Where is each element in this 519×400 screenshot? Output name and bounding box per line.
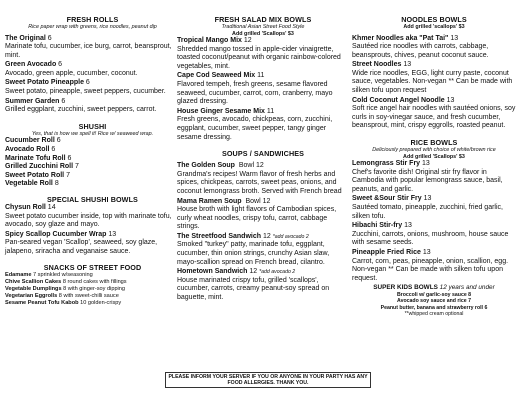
item-desc: Smoked "turkey" patty, marinade tofu, eggplant, cucumber, thin onion strings, crunchy Asian slaw, mayo-scallion spread on French bread, cilantro. [177, 241, 330, 266]
salad-bowls-note: Add grilled 'Scallops' $3 [232, 30, 294, 37]
shushi-item [5, 180, 180, 189]
snack-item [5, 279, 180, 286]
item-name: Peanut butter, banana and strawberry roll [380, 304, 483, 311]
item-desc: Grilled eggplant, zucchini, sweet peppers, carrot. [5, 106, 157, 114]
item-desc: Chef's favorite dish! Original stir fry flavor in Cambodia with popular lemongrass sauce, basil, peanuts, and garlic. [352, 168, 503, 193]
item-name: Marinate Tofu Roll [5, 154, 66, 162]
item-desc: Zucchini, carrots, onions, mushroom, house sauce with sesame seeds. [352, 230, 509, 247]
item-price: 13 [450, 34, 459, 42]
item-price: 13 [423, 195, 432, 203]
item-price: 13 [108, 230, 117, 238]
item-name: Grilled Zucchini Roll [5, 163, 74, 171]
fresh-rolls-subtitle: Rice paper wrap with greens, rice noodles, peanut dip [28, 24, 157, 30]
item-name: Broccoli w/ garlic-soy sauce [396, 291, 467, 298]
soup-item [177, 198, 349, 207]
item-name: Cape Cod Seaweed Mix [177, 72, 256, 80]
item-desc: Wide rice noodles, EGG, light curry paste, coconut sauce, vegetables. Non-vegan ** Can be made with silken tofu upon request [352, 69, 513, 95]
item-desc: House marinated crispy tofu, grilled 'scallops', cucumber, carrots, creamy peanut-soy spread on baguette, mint. [177, 276, 330, 302]
fresh-rolls-item [5, 79, 180, 96]
fresh-rolls-title: FRESH ROLLS [66, 15, 119, 24]
special-shushi-title: SPECIAL SHUSHI BOWLS [47, 194, 138, 204]
item-desc: Sautéed rice noodles with carrots, cabbage, beansprouts, chives, peanut coconut sauce. [352, 43, 489, 59]
shushi-subtitle: Yes, that is how we spell it! Rice w/ seaweed wrap. [31, 130, 154, 137]
item-price: 14 [47, 203, 56, 211]
item-price: 6 [61, 97, 66, 105]
shushi-item [5, 163, 180, 172]
item-name: Vegetable Dumplings [5, 286, 62, 293]
salad-item [177, 37, 349, 46]
item-price: 7 [66, 171, 70, 179]
item-price: 12 [243, 37, 252, 44]
rice-item [352, 222, 516, 231]
kids-bowls-title: SUPER KIDS BOWLS [373, 284, 438, 292]
item-name: Mama Ramen Soup [177, 197, 242, 205]
item-price: Bowl 12 [238, 162, 264, 170]
item-desc: 8 with ginger-soy dipping [63, 286, 126, 293]
item-price: 7 [75, 163, 79, 171]
item-name: Chysun Roll [5, 203, 46, 211]
item-price: 6 [47, 34, 52, 42]
salad-bowls-subtitle: Traditional Asian Street Food Style [221, 24, 305, 30]
shushi-title: SHUSHI [78, 121, 107, 131]
item-name: Green Avocado [5, 61, 57, 69]
item-desc: Fresh greens, avocado, chickpeas, corn, zucchini, eggplant, cucumber, sweet pepper, tangy ginger sesame dressing. [177, 116, 333, 141]
item-price: 6 [51, 145, 56, 153]
item-desc: 8 round cakes with fillings [62, 279, 127, 286]
item-name: Cucumber Roll [5, 137, 55, 145]
item-price: 7 [468, 298, 471, 305]
fresh-rolls-item [5, 61, 180, 78]
item-desc: 8 with sweet-chilli sauce [58, 292, 119, 299]
item-desc: Soft rice angel hair noodles with sautéed onions, soy curls in soy-vinegar sauce, and fresh cucumber, beansprout, mint, crispy eggrolls, roasted peanut. [352, 105, 516, 130]
noodle-bowls-title: NOODLES BOWLS [401, 15, 467, 24]
rice-item [352, 160, 516, 169]
snack-item [5, 272, 180, 279]
column-left [5, 16, 180, 306]
special-item [5, 231, 180, 240]
item-extra: *add avocado 2 [259, 269, 296, 276]
kids-bowls-header [352, 284, 516, 291]
item-price: 13 [446, 96, 455, 104]
snack-item [5, 293, 180, 300]
item-price: 13 [422, 248, 431, 256]
item-desc: Shredded mango tossed in apple-cider vinaigrette, toasted coconut/peanut with organic rainbow-colored vegetables, mint. [177, 45, 341, 70]
item-name: Vegetarian Eggrolls [5, 292, 58, 299]
item-name: Vegetable Roll [5, 180, 53, 188]
shushi-item [5, 137, 180, 146]
item-desc: Sweet potato cucumber inside, top with marinate tofu, avocado, soy glaze and mayo. [5, 212, 172, 229]
fresh-rolls-item [5, 35, 180, 61]
item-name: Chive Scallion Cakes [5, 279, 62, 286]
snacks-title: SNACKS OF STREET FOOD [43, 263, 142, 273]
sandwich-item [177, 268, 349, 277]
item-price: 13 [404, 222, 412, 230]
item-name: Edamame [5, 272, 32, 279]
salad-item [177, 108, 349, 117]
item-desc: Grandma's recipes! Warm flavor of fresh herbs and spices, chickpeas, carrots, sweet peas, onions, and coconut lemongrass broth. Served with French bread [177, 170, 342, 195]
fresh-rolls-item [5, 98, 180, 115]
noodle-bowls-note: Add grilled 'scallops' $3 [403, 24, 465, 30]
item-desc: Sweet potato, pineapple, sweet peppers, cucumber. [5, 88, 166, 96]
item-name: The Streetfood Sandwich [177, 232, 262, 240]
salad-item [177, 72, 349, 81]
soups-title: SOUPS / SANDWICHES [221, 149, 305, 159]
item-desc: Marinate tofu, cucumber, ice burg, carrot, beansprout, mint. [5, 43, 172, 59]
kids-whipped-note: **whipped cream optional [404, 310, 464, 317]
item-extra: *add avocado 2 [272, 233, 309, 240]
item-name: Pineapple Fried Rice [352, 248, 421, 256]
item-name: Spicy Scallop Cucumber Wrap [5, 230, 107, 238]
item-name: Sweet Potato Pineapple [5, 79, 84, 87]
item-name: Tropical Mango Mix [177, 37, 242, 44]
item-price: 8 [468, 291, 472, 298]
shushi-item [5, 155, 180, 164]
item-desc: Avocado, green apple, cucumber, coconut. [5, 69, 138, 77]
item-price: 6 [58, 61, 63, 69]
item-name: The Golden Soup [177, 162, 235, 170]
noodle-item [352, 35, 516, 44]
item-price: Bowl 12 [245, 197, 271, 205]
shushi-item [5, 172, 180, 181]
rice-bowls-note: Add grilled 'Scallops' $3 [403, 153, 465, 160]
rice-item [352, 195, 516, 204]
item-name: Khmer Noodles aka "Pat Tai" [352, 34, 449, 42]
shushi-item [5, 146, 180, 155]
item-desc: Pan-seared vegan 'Scallop', seaweed, soy glaze, jalapeno, sriracha and veganaise sauce. [5, 239, 158, 255]
item-name: The Original [5, 34, 46, 42]
item-name: Lemongrass Stir Fry [352, 160, 421, 168]
item-name: Avocado Roll [5, 145, 50, 153]
soup-item [177, 162, 349, 171]
item-name: Sweet Potato Roll [5, 171, 65, 179]
sandwich-item [177, 233, 349, 242]
item-price: 6 [67, 154, 72, 162]
item-price: 13 [403, 61, 412, 69]
item-price: 11 [266, 107, 275, 115]
item-price: 13 [422, 160, 430, 168]
item-name: Sesame Peanut Tofu Kabob [5, 299, 79, 306]
noodle-item [352, 97, 516, 106]
item-desc: House broth with light flavors of Cambodian spices, curly wheat noodles, crispy tofu, carrot, cabbage strings. [177, 206, 337, 231]
item-price: 6 [56, 137, 61, 145]
rice-item [352, 249, 516, 258]
noodle-item [352, 61, 516, 70]
item-price: 8 [54, 180, 59, 188]
item-desc: 7 sprinkled w/seasoning [33, 272, 93, 279]
item-name: Summer Garden [5, 97, 60, 105]
item-name: Hometown Sandwich [177, 268, 248, 276]
item-name: Street Noodles [352, 61, 402, 69]
item-desc: Carrot, corn, peas, pineapple, onion, scallion, egg. Non-vegan ** Can be made with silken tofu upon request. [352, 257, 509, 282]
item-price: 6 [484, 304, 488, 311]
item-price: 11 [257, 72, 265, 80]
kids-bowls-age: 12 years and under [439, 284, 495, 292]
rice-bowls-subtitle: Deliciously prepared with choice of white/brown rice [372, 147, 496, 154]
column-right [352, 16, 516, 317]
item-desc: 10 golden-crispy [80, 299, 122, 306]
special-item [5, 204, 180, 213]
allergy-notice: PLEASE INFORM YOUR SERVER IF YOU OR ANYONE IN YOUR PARTY HAS ANY FOOD ALLERGIES. THANK YOU. [165, 372, 371, 388]
snack-item [5, 286, 180, 293]
rice-bowls-title: RICE BOWLS [410, 138, 458, 148]
item-desc: Sautéed tomato, pineapple, zucchini, fried garlic, silken tofu. [352, 204, 503, 220]
snack-item [5, 300, 180, 307]
column-middle [177, 16, 349, 304]
item-desc: Flavored tempeh, fresh greens, sesame flavored seaweed, cucumber, carrot, corn, cranberry, mayo glazed dressing. [177, 80, 333, 106]
item-price: 12 [262, 232, 271, 240]
item-name: Cold Coconut Angel Noodle [352, 96, 445, 104]
item-name: House Ginger Sesame Mix [177, 107, 265, 115]
item-price: 12 [249, 268, 258, 276]
item-price: 6 [85, 79, 90, 87]
item-name: Avocado soy sauce and rice [397, 298, 467, 305]
salad-bowls-title: FRESH SALAD MIX BOWLS [214, 15, 312, 24]
item-name: Hibachi Stir-fry [352, 222, 403, 230]
item-name: Sweet &Sour Stir Fry [352, 195, 422, 203]
